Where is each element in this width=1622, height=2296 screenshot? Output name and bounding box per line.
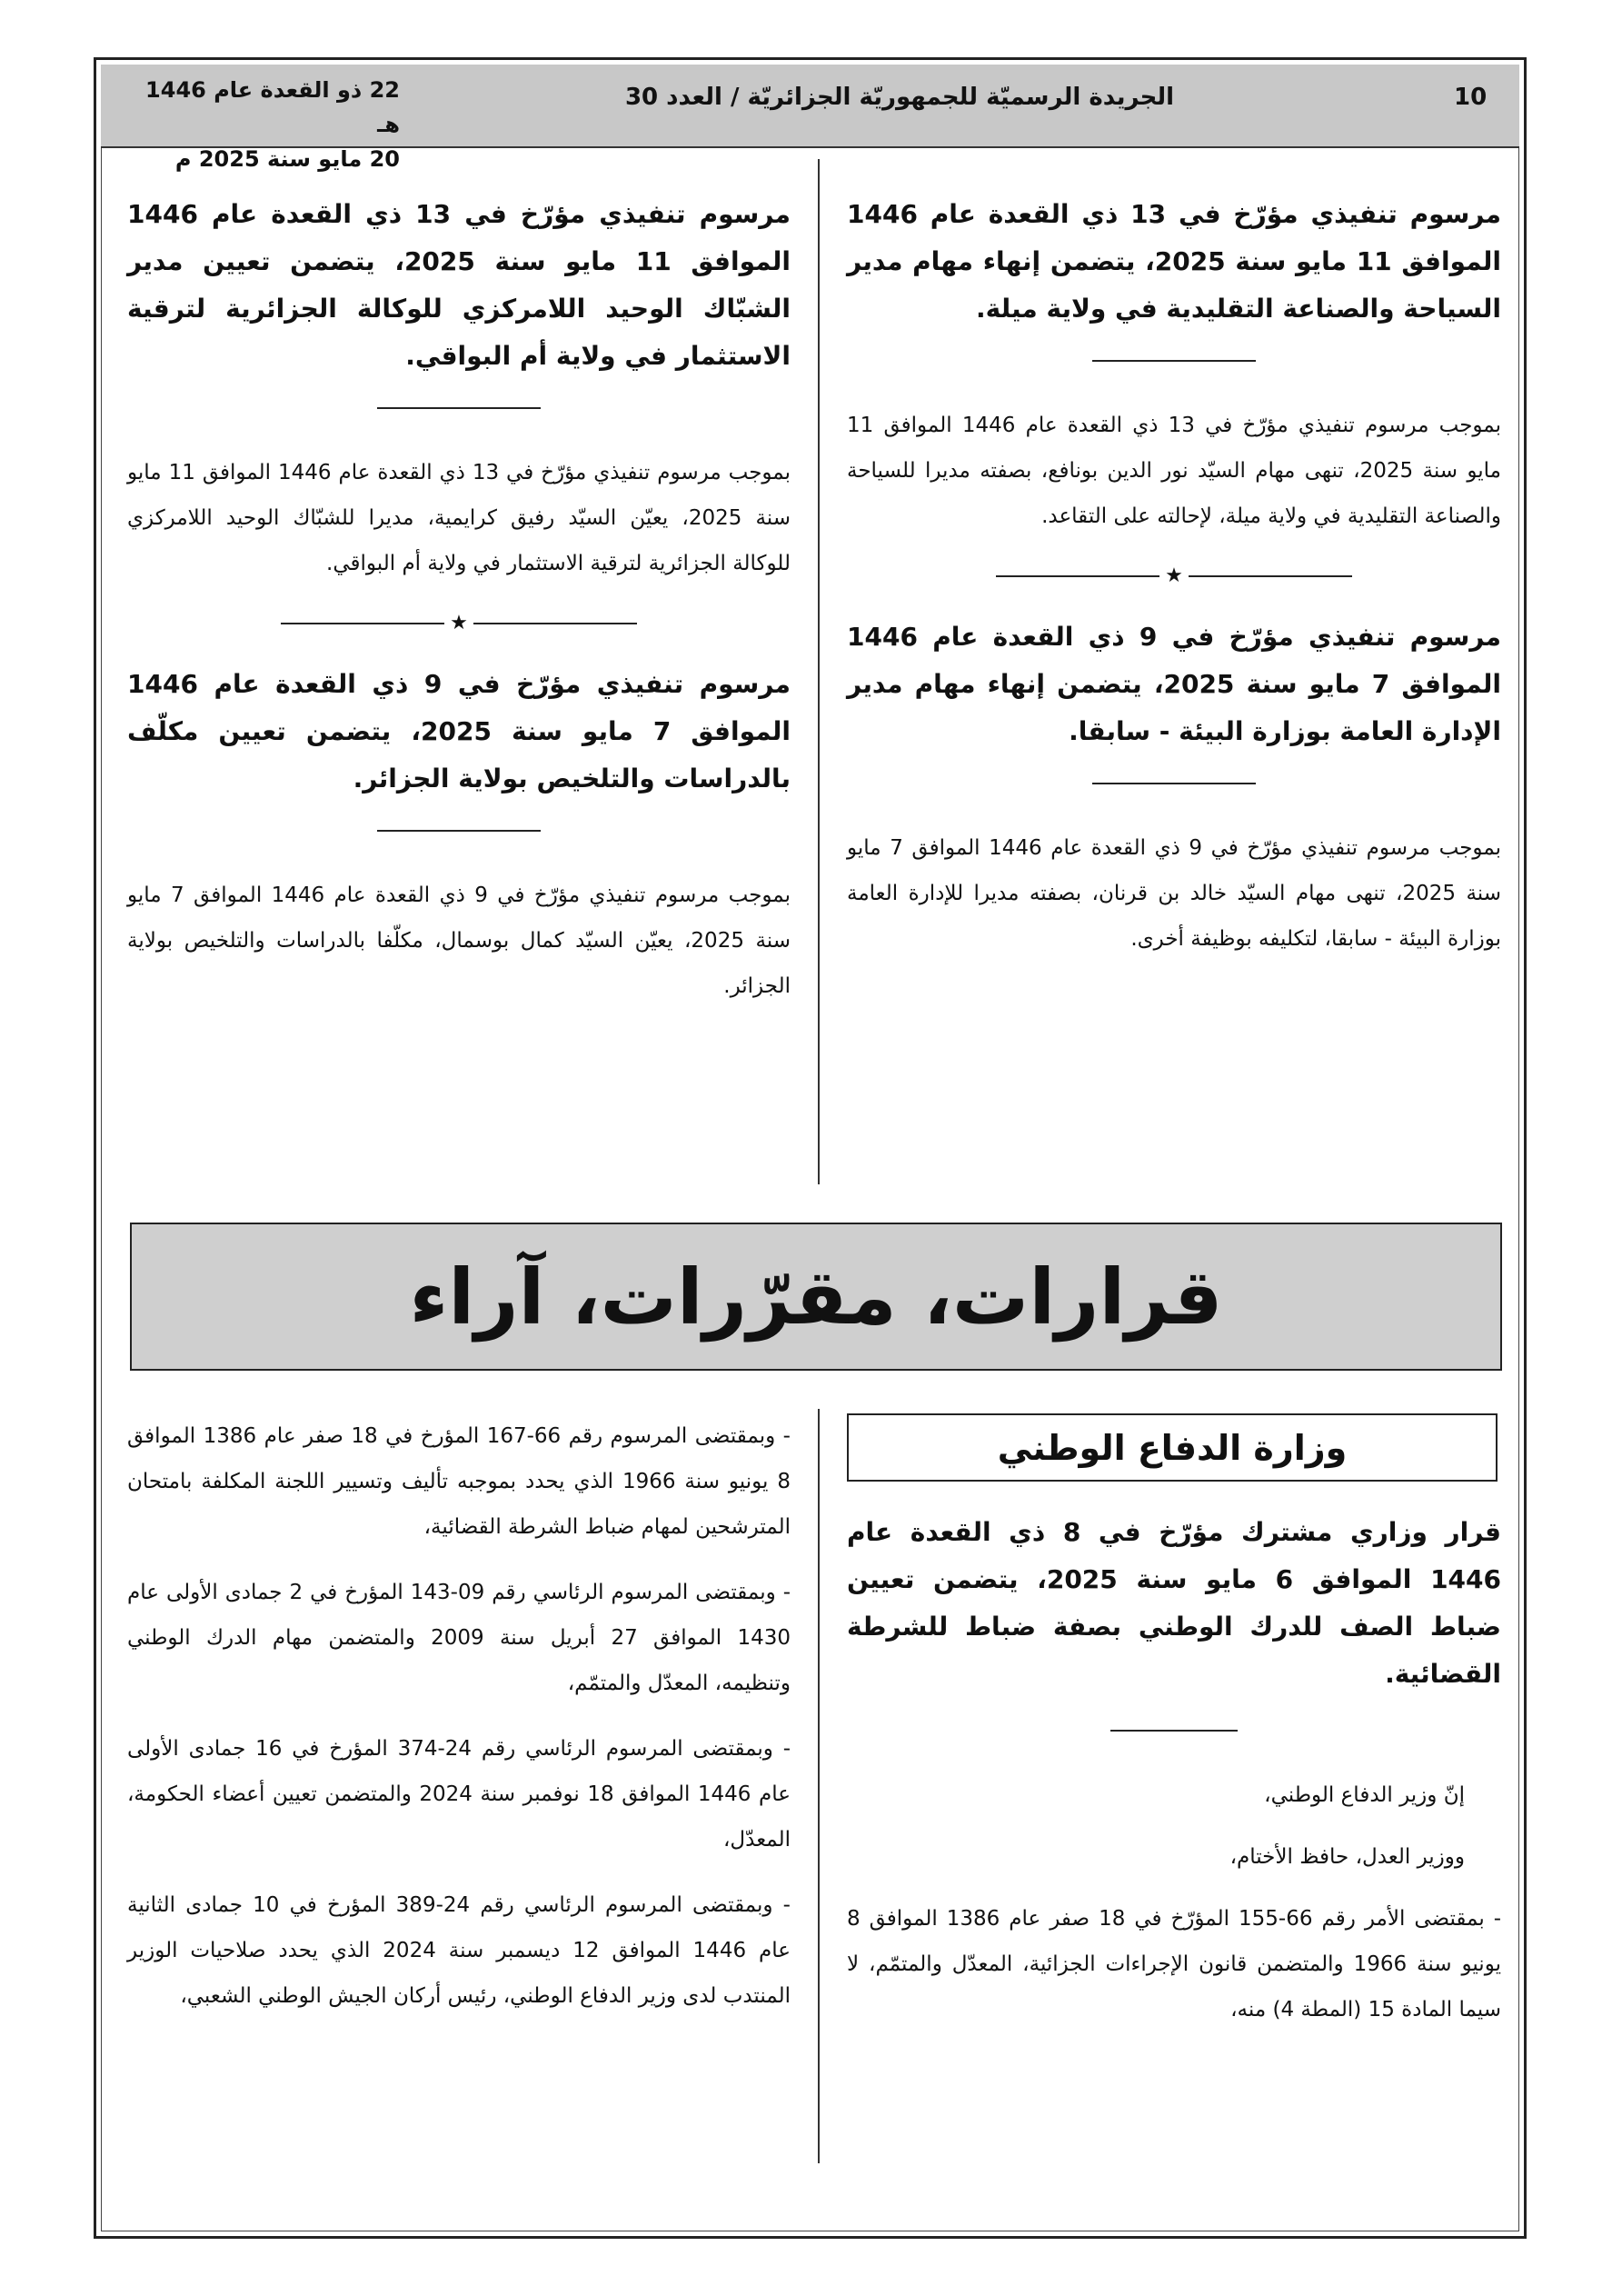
- preamble-line: إنّ وزير الدفاع الوطني،: [1264, 1783, 1465, 1807]
- header-dates: [127, 73, 400, 176]
- column-divider: [818, 159, 820, 1184]
- date-hijri: 22 ذو القعدة عام 1446 هـ: [145, 77, 400, 137]
- short-rule: [1110, 1730, 1238, 1732]
- decree-body: بموجب مرسوم تنفيذي مؤرّخ في 13 ذي القعدة عام 1446 الموافق 11 مايو سنة 2025، يعيّن السيّد رفيق كرايمية، مديرا للشبّاك الوحيد اللامركزي للوكالة الجزائرية لترقية الاستثمار في ولاية أم البواقي.: [127, 461, 791, 575]
- ministry-box: [847, 1413, 1498, 1482]
- gazette-title: الجريدة الرسميّة للجمهوريّة الجزائريّة / العدد 30: [624, 84, 1175, 111]
- section-banner: [130, 1223, 1502, 1371]
- date-gregorian: 20 مايو سنة 2025 م: [174, 146, 400, 172]
- decree-heading: مرسوم تنفيذي مؤرّخ في 9 ذي القعدة عام 1446 الموافق 7 مايو سنة 2025، يتضمن تعيين مكلّف بالدراسات والتلخيص بولاية الجزائر.: [127, 669, 791, 794]
- short-rule: [1092, 360, 1256, 362]
- decree-body: بموجب مرسوم تنفيذي مؤرّخ في 13 ذي القعدة عام 1446 الموافق 11 مايو سنة 2025، تنهى مهام السيّد نور الدين بونافع، بصفته مديرا للسياحة والصناعة التقليدية في ولاية ميلة، لإحالته على التقاعد.: [847, 414, 1502, 528]
- right-column-lower: [847, 1509, 1501, 2032]
- section-title: قرارات، مقرّرات، آراء: [409, 1252, 1223, 1342]
- left-column: [127, 191, 791, 1009]
- left-column-lower: [127, 1413, 791, 2039]
- page-number: 10: [1454, 84, 1488, 111]
- star-icon: ★: [450, 612, 468, 634]
- column-divider-lower: [818, 1409, 820, 2163]
- decree-body: بموجب مرسوم تنفيذي مؤرّخ في 9 ذي القعدة عام 1446 الموافق 7 مايو سنة 2025، تنهى مهام السيّد خالد بن قرنان، بصفته مديرا للإدارة العامة بوزارة البيئة - سابقا، لتكليفه بوظيفة أخرى.: [847, 836, 1502, 951]
- short-rule: [1092, 783, 1256, 784]
- star-icon: ★: [1165, 564, 1183, 587]
- preamble-item: - وبمقتضى المرسوم رقم 66-167 المؤرخ في 18 صفر عام 1386 الموافق 8 يونيو سنة 1966 الذي يحدد بموجبه تأليف وتسيير اللجنة المكلفة بامتحان المترشحين لمهام ضباط الشرطة القضائية،: [127, 1424, 791, 1539]
- decision-heading: قرار وزاري مشترك مؤرّخ في 8 ذي القعدة عام 1446 الموافق 6 مايو سنة 2025، يتضمن تعيين ضباط الصف للدرك الوطني بصفة ضباط للشرطة القضائية.: [847, 1517, 1501, 1689]
- right-column: [847, 191, 1501, 962]
- preamble-body: - بمقتضى الأمر رقم 66-155 المؤرّخ في 18 صفر عام 1386 الموافق 8 يونيو سنة 1966 والمتضمن قانون الإجراءات الجزائية، المعدّل والمتمّم، لا سيما المادة 15 (المطة 4) منه،: [847, 1907, 1502, 2021]
- star-divider: [127, 614, 791, 634]
- ministry-name: وزارة الدفاع الوطني: [997, 1427, 1348, 1468]
- preamble-item: - وبمقتضى المرسوم الرئاسي رقم 09-143 المؤرخ في 2 جمادى الأولى عام 1430 الموافق 27 أبريل سنة 2009 والمتضمن مهام الدرك الوطني وتنظيمه، المعدّل والمتمّم،: [127, 1581, 791, 1695]
- preamble-line: ووزير العدل، حافظ الأختام،: [1229, 1845, 1465, 1869]
- decree-heading: مرسوم تنفيذي مؤرّخ في 13 ذي القعدة عام 1446 الموافق 11 مايو سنة 2025، يتضمن إنهاء مهام مدير السياحة والصناعة التقليدية في ولاية ميلة.: [847, 199, 1501, 324]
- decree-heading: مرسوم تنفيذي مؤرّخ في 13 ذي القعدة عام 1446 الموافق 11 مايو سنة 2025، يتضمن تعيين مدير الشبّاك الوحيد اللامركزي للوكالة الجزائرية لترقية الاستثمار في ولاية أم البواقي.: [127, 199, 791, 371]
- preamble-item: - وبمقتضى المرسوم الرئاسي رقم 24-374 المؤرخ في 16 جمادى الأولى عام 1446 الموافق 18 نوفمبر سنة 2024 والمتضمن تعيين أعضاء الحكومة، المعدّل،: [127, 1737, 791, 1852]
- star-divider: [847, 566, 1501, 586]
- preamble-item: - وبمقتضى المرسوم الرئاسي رقم 24-389 المؤرخ في 10 جمادى الثانية عام 1446 الموافق 12 ديسمبر سنة 2024 الذي يحدد صلاحيات الوزير المنتدب لدى وزير الدفاع الوطني، رئيس أركان الجيش الوطني الشعبي،: [127, 1893, 791, 2008]
- short-rule: [377, 407, 541, 409]
- short-rule: [377, 830, 541, 832]
- decree-heading: مرسوم تنفيذي مؤرّخ في 9 ذي القعدة عام 1446 الموافق 7 مايو سنة 2025، يتضمن إنهاء مهام مدير الإدارة العامة بوزارة البيئة - سابقا.: [847, 622, 1501, 746]
- decree-body: بموجب مرسوم تنفيذي مؤرّخ في 9 ذي القعدة عام 1446 الموافق 7 مايو سنة 2025، يعيّن السيّد كمال بوسمال، مكلّفا بالدراسات والتلخيص بولاية الجزائر.: [127, 883, 791, 998]
